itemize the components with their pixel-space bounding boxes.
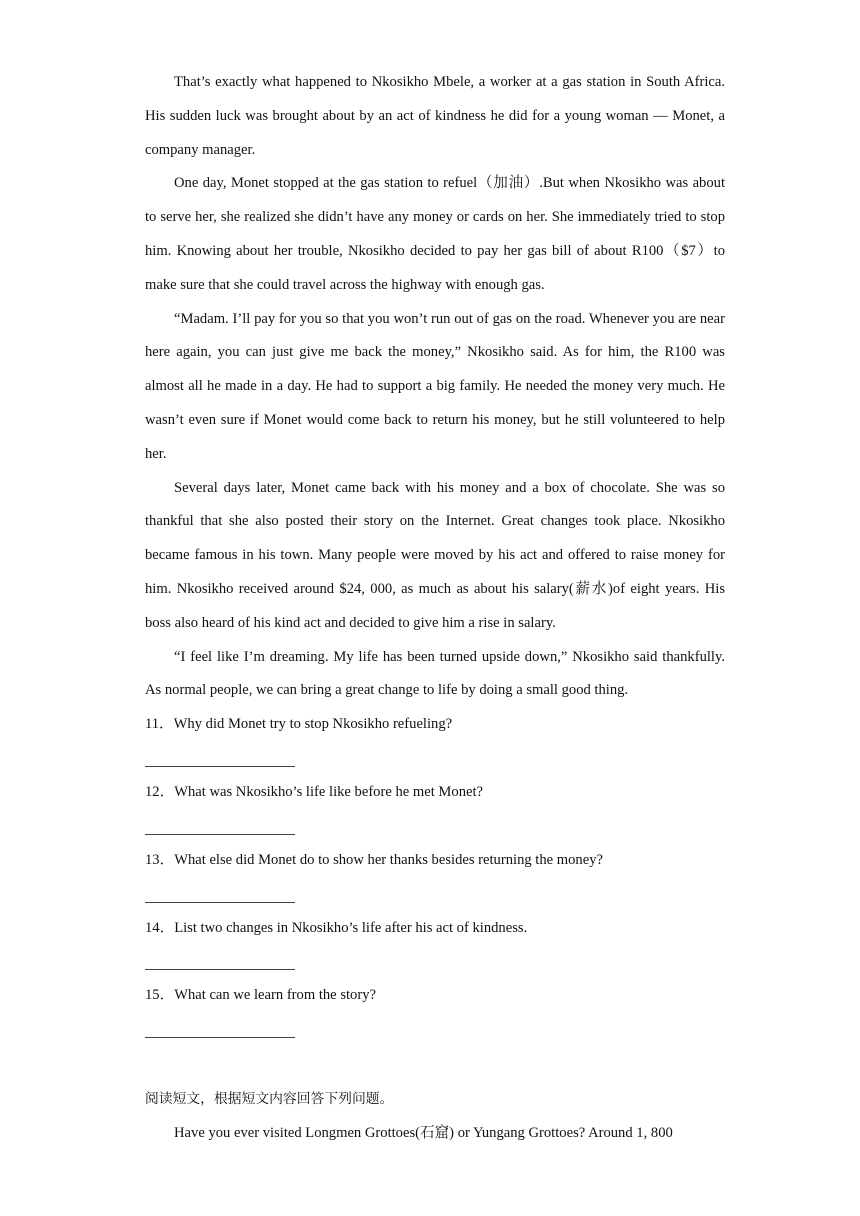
- passage-paragraph-2: One day, Monet stopped at the gas station to refuel（加油）.But when Nkosikho was about to serve her, she realized she didn’t have any money or cards on her. She immediately tried to stop him. Knowing about her trouble, Nkosikho decided to pay her gas bill of about R100（$7）to make sure that she could travel across the highway with enough gas.: [145, 175, 725, 293]
- section-instruction: 阅读短文，根据短文内容回答下列问题。: [145, 1091, 394, 1108]
- answer-line-12[interactable]: [145, 834, 295, 835]
- passage-paragraph-5: “I feel like I’m dreaming. My life has been turned upside down,” Nkosikho said thankfully. As normal people, we can bring a great change to life by doing a small good thing.: [145, 648, 725, 699]
- question-15: 15．What can we learn from the story?: [145, 987, 376, 1004]
- passage-paragraph-4: Several days later, Monet came back with his money and a box of chocolate. She was so thankful that she also posted their story on the Internet. Great changes took place. Nkosikho became famous in his town. Many people were moved by his act and offered to raise money for him. Nkosikho received around $24, 000, as much as about his salary(薪水)of eight years. His boss also heard of his kind act and decided to give him a rise in salary.: [145, 479, 725, 631]
- document-page: [145, 66, 725, 1151]
- section-gap: [145, 1047, 725, 1083]
- question-12: 12．What was Nkosikho’s life like before he met Monet?: [145, 783, 484, 800]
- passage-paragraph-3: “Madam. I’ll pay for you so that you won’t run out of gas on the road. Whenever you are near here again, you can just give me back the money,” Nkosikho said. As for him, the R100 was almost all he made in a day. He had to support a big family. He needed the money very much. He wasn’t even sure if Monet would come back to return his money, but he still volunteered to help her.: [145, 310, 725, 462]
- answer-line-15[interactable]: [145, 1037, 295, 1038]
- passage-paragraph-1: That’s exactly what happened to Nkosikho Mbele, a worker at a gas station in South Africa. His sudden luck was brought about by an act of kindness he did for a young woman — Monet, a company manager.: [145, 74, 725, 158]
- answer-line-13[interactable]: [145, 902, 295, 903]
- question-11: 11．Why did Monet try to stop Nkosikho refueling?: [145, 716, 453, 733]
- answer-line-11[interactable]: [145, 766, 295, 767]
- answer-line-14[interactable]: [145, 969, 295, 970]
- next-passage-first-line: Have you ever visited Longmen Grottoes(石窟) or Yungang Grottoes? Around 1, 800: [174, 1124, 673, 1141]
- question-13: 13．What else did Monet do to show her thanks besides returning the money?: [145, 851, 603, 868]
- question-14: 14．List two changes in Nkosikho’s life after his act of kindness.: [145, 919, 528, 936]
